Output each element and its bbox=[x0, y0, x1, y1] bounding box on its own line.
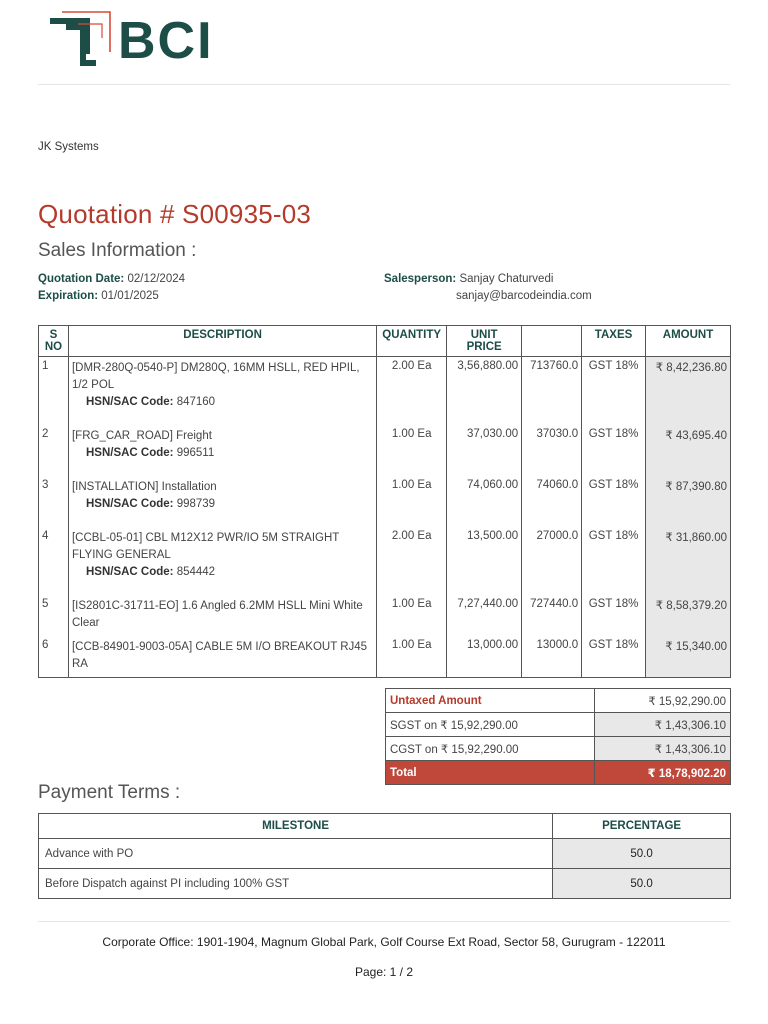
item-description: [INSTALLATION] Installation bbox=[71, 481, 217, 493]
sgst-value: ₹ 1,43,306.10 bbox=[595, 713, 731, 737]
payment-terms-heading: Payment Terms : bbox=[38, 782, 181, 803]
total-value: ₹ 18,78,902.20 bbox=[595, 761, 731, 785]
cell-quantity: 2.00 Ea bbox=[377, 527, 447, 595]
cell-milestone: Advance with PO bbox=[39, 839, 553, 869]
total-row bbox=[386, 761, 731, 785]
sgst-row bbox=[386, 713, 731, 737]
cell-quantity: 1.00 Ea bbox=[377, 425, 447, 476]
total-label: Total bbox=[386, 761, 595, 785]
cell-unit-price: 37,030.00 bbox=[447, 425, 522, 476]
expiration-date bbox=[38, 290, 159, 302]
cell-description bbox=[68, 425, 376, 476]
cell-description bbox=[68, 595, 376, 636]
cell-tax: GST 18% bbox=[582, 636, 646, 678]
item-description: [DMR-280Q-0540-P] DM280Q, 16MM HSLL, RED HPIL, 1/2 POL bbox=[71, 362, 360, 391]
cell-price-raw: 37030.0 bbox=[522, 425, 582, 476]
cell-percentage: 50.0 bbox=[553, 869, 731, 899]
hsn-value: 854442 bbox=[176, 566, 216, 578]
table-row bbox=[39, 636, 731, 678]
company-logo bbox=[48, 8, 228, 72]
table-row bbox=[39, 595, 731, 636]
items-table bbox=[38, 325, 731, 678]
cell-sno: 2 bbox=[39, 425, 69, 476]
cell-amount: ₹ 43,695.40 bbox=[646, 425, 731, 476]
cell-tax: GST 18% bbox=[582, 527, 646, 595]
cell-price-raw: 727440.0 bbox=[522, 595, 582, 636]
item-description: [FRG_CAR_ROAD] Freight bbox=[71, 430, 212, 442]
hsn-label: HSN/SAC Code: bbox=[85, 396, 174, 408]
cell-price-raw: 74060.0 bbox=[522, 476, 582, 527]
item-description: [CCBL-05-01] CBL M12X12 PWR/IO 5M STRAIGHT FLYING GENERAL bbox=[71, 532, 340, 561]
cell-unit-price: 13,500.00 bbox=[447, 527, 522, 595]
cell-unit-price: 3,56,880.00 bbox=[447, 357, 522, 426]
untaxed-label: Untaxed Amount bbox=[386, 689, 595, 713]
payment-row bbox=[39, 839, 731, 869]
cell-description bbox=[68, 476, 376, 527]
hsn-value: 996511 bbox=[176, 447, 215, 459]
table-row bbox=[39, 476, 731, 527]
cgst-row bbox=[386, 737, 731, 761]
table-row bbox=[39, 527, 731, 595]
cell-tax: GST 18% bbox=[582, 595, 646, 636]
col-milestone: MILESTONE bbox=[39, 814, 553, 839]
hsn-value: 998739 bbox=[176, 498, 216, 510]
col-sno: S NO bbox=[39, 326, 69, 357]
items-header-row bbox=[39, 326, 731, 357]
page-number: Page: 1 / 2 bbox=[354, 965, 414, 979]
col-price-raw bbox=[522, 326, 582, 357]
cell-quantity: 1.00 Ea bbox=[377, 595, 447, 636]
cell-description bbox=[68, 357, 376, 426]
col-amount: AMOUNT bbox=[646, 326, 731, 357]
company-name: JK Systems bbox=[38, 141, 99, 153]
footer-divider bbox=[38, 921, 730, 922]
cell-sno: 5 bbox=[39, 595, 69, 636]
payment-header-row bbox=[39, 814, 731, 839]
cell-quantity: 1.00 Ea bbox=[377, 476, 447, 527]
sgst-label: SGST on ₹ 15,92,290.00 bbox=[386, 713, 595, 737]
footer-address: Corporate Office: 1901-1904, Magnum Global Park, Golf Course Ext Road, Sector 58, Gurugram - 122011 bbox=[102, 935, 666, 949]
quotation-date-value: 02/12/2024 bbox=[127, 273, 186, 285]
cell-sno: 6 bbox=[39, 636, 69, 678]
quotation-date bbox=[38, 273, 185, 285]
col-taxes: TAXES bbox=[582, 326, 646, 357]
cell-price-raw: 13000.0 bbox=[522, 636, 582, 678]
col-percentage: PERCENTAGE bbox=[553, 814, 731, 839]
cell-sno: 3 bbox=[39, 476, 69, 527]
cell-price-raw: 27000.0 bbox=[522, 527, 582, 595]
item-description: [IS2801C-31711-EO] 1.6 Angled 6.2MM HSLL Mini White Clear bbox=[71, 600, 363, 629]
cell-tax: GST 18% bbox=[582, 425, 646, 476]
cell-amount: ₹ 8,58,379.20 bbox=[646, 595, 731, 636]
cell-unit-price: 74,060.00 bbox=[447, 476, 522, 527]
cell-quantity: 1.00 Ea bbox=[377, 636, 447, 678]
hsn-label: HSN/SAC Code: bbox=[85, 566, 174, 578]
hsn-code bbox=[72, 496, 373, 513]
col-description: DESCRIPTION bbox=[68, 326, 376, 357]
cell-price-raw: 713760.0 bbox=[522, 357, 582, 426]
cell-sno: 4 bbox=[39, 527, 69, 595]
salesperson bbox=[384, 273, 553, 285]
col-unit-price: UNIT PRICE bbox=[447, 326, 522, 357]
cell-tax: GST 18% bbox=[582, 357, 646, 426]
salesperson-value: Sanjay Chaturvedi bbox=[459, 273, 554, 285]
salesperson-email: sanjay@barcodeindia.com bbox=[456, 290, 592, 302]
untaxed-value: ₹ 15,92,290.00 bbox=[595, 689, 731, 713]
cell-tax: GST 18% bbox=[582, 476, 646, 527]
cell-milestone: Before Dispatch against PI including 100% GST bbox=[39, 869, 553, 899]
table-row bbox=[39, 425, 731, 476]
quotation-title: Quotation # S00935-03 bbox=[38, 199, 312, 229]
expiration-label: Expiration: bbox=[38, 290, 99, 302]
cell-amount: ₹ 8,42,236.80 bbox=[646, 357, 731, 426]
payment-row bbox=[39, 869, 731, 899]
hsn-label: HSN/SAC Code: bbox=[85, 447, 174, 459]
hsn-value: 847160 bbox=[176, 396, 216, 408]
logo-text: BCI bbox=[118, 12, 214, 70]
header-divider bbox=[38, 84, 730, 85]
sales-info-heading: Sales Information : bbox=[38, 240, 197, 261]
untaxed-row bbox=[386, 689, 731, 713]
cell-description bbox=[68, 636, 376, 678]
expiration-value: 01/01/2025 bbox=[101, 290, 159, 302]
item-description: [CCB-84901-9003-05A] CABLE 5M I/O BREAKOUT RJ45 RA bbox=[71, 641, 368, 670]
cell-sno: 1 bbox=[39, 357, 69, 426]
cgst-label: CGST on ₹ 15,92,290.00 bbox=[386, 737, 595, 761]
table-row bbox=[39, 357, 731, 426]
quotation-date-label: Quotation Date: bbox=[38, 273, 125, 285]
payment-terms-table bbox=[38, 813, 731, 899]
cell-amount: ₹ 15,340.00 bbox=[646, 636, 731, 678]
cell-description bbox=[68, 527, 376, 595]
hsn-label: HSN/SAC Code: bbox=[85, 498, 174, 510]
cell-amount: ₹ 87,390.80 bbox=[646, 476, 731, 527]
col-quantity: QUANTITY bbox=[377, 326, 447, 357]
cell-percentage: 50.0 bbox=[553, 839, 731, 869]
cell-unit-price: 13,000.00 bbox=[447, 636, 522, 678]
totals-table bbox=[385, 688, 731, 785]
hsn-code bbox=[72, 445, 373, 462]
cell-amount: ₹ 31,860.00 bbox=[646, 527, 731, 595]
cell-unit-price: 7,27,440.00 bbox=[447, 595, 522, 636]
cell-quantity: 2.00 Ea bbox=[377, 357, 447, 426]
hsn-code bbox=[72, 394, 373, 411]
cgst-value: ₹ 1,43,306.10 bbox=[595, 737, 731, 761]
salesperson-label: Salesperson: bbox=[384, 273, 457, 285]
hsn-code bbox=[72, 564, 373, 581]
